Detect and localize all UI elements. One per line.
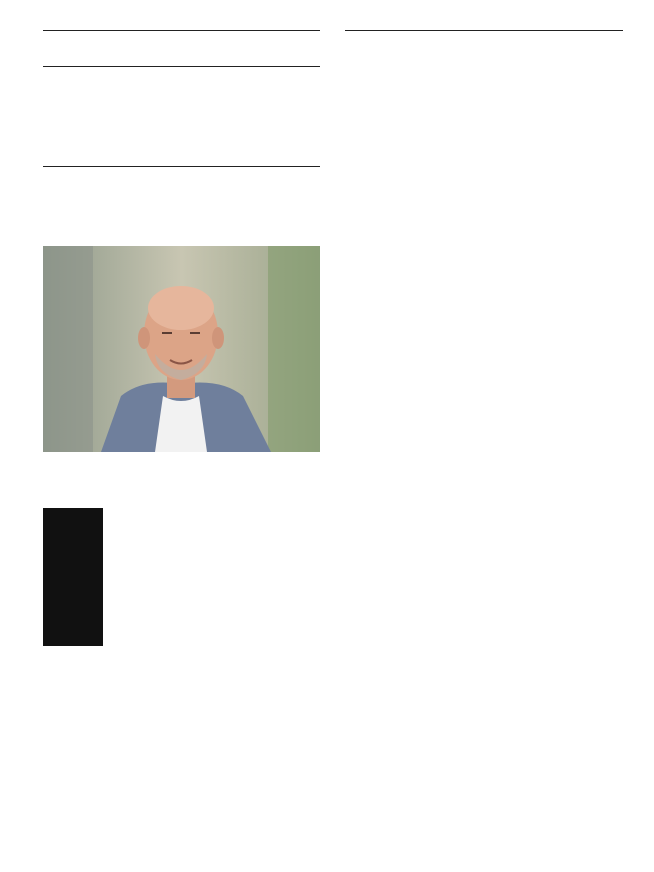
top-rule-left [43, 30, 320, 31]
dropcap [43, 508, 103, 646]
top-rule-right [345, 30, 623, 31]
headline-rule [43, 166, 320, 167]
author-photo [43, 246, 320, 452]
section-rule [43, 66, 320, 67]
